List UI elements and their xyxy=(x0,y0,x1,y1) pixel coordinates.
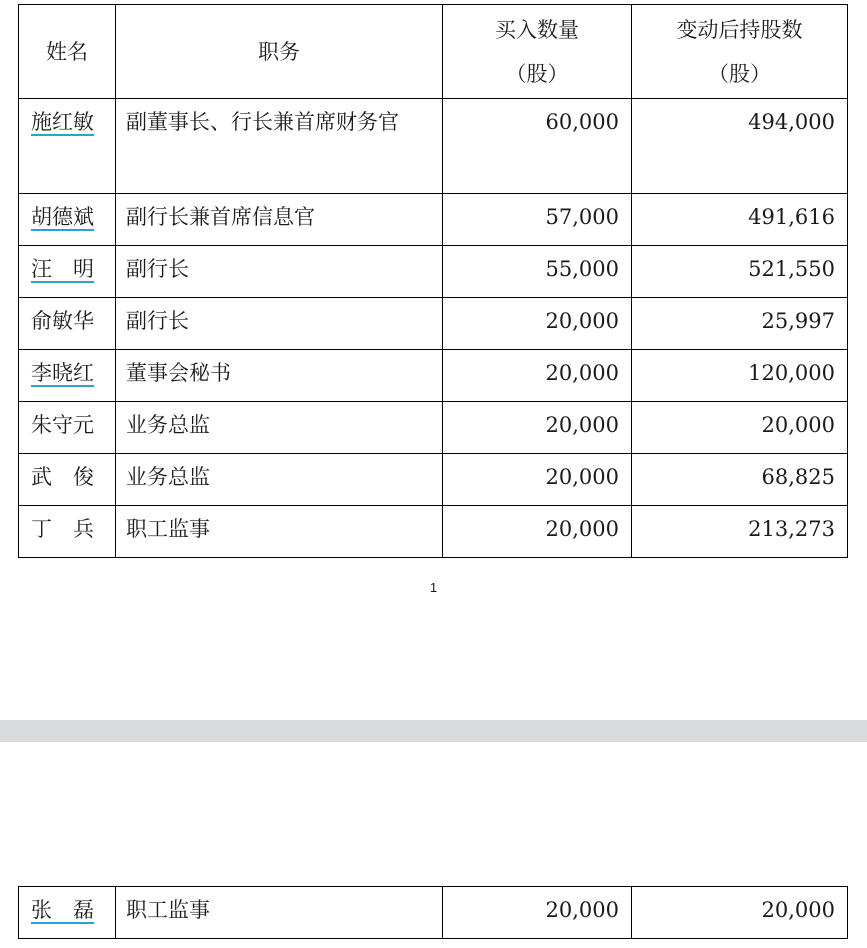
cell-name: 汪 明 xyxy=(19,246,116,298)
cell-name: 朱守元 xyxy=(19,402,116,454)
header-position: 职务 xyxy=(116,5,443,99)
cell-name: 俞敏华 xyxy=(19,298,116,350)
cell-bought: 20,000 xyxy=(443,454,632,506)
cell-bought: 20,000 xyxy=(443,887,632,939)
cell-bought: 20,000 xyxy=(443,402,632,454)
cell-bought: 20,000 xyxy=(443,506,632,558)
shareholding-table xyxy=(18,4,848,558)
cell-position: 副行长 xyxy=(116,298,443,350)
cell-name: 丁 兵 xyxy=(19,506,116,558)
cell-holding: 68,825 xyxy=(632,454,848,506)
cell-position: 副行长兼首席信息官 xyxy=(116,194,443,246)
table-row xyxy=(19,454,848,506)
cell-name: 胡德斌 xyxy=(19,194,116,246)
header-bought: 买入数量 （股） xyxy=(443,5,632,99)
table-row xyxy=(19,99,848,194)
document-page-2 xyxy=(0,742,867,948)
cell-position: 副行长 xyxy=(116,246,443,298)
cell-position: 职工监事 xyxy=(116,887,443,939)
header-name: 姓名 xyxy=(19,5,116,99)
cell-bought: 55,000 xyxy=(443,246,632,298)
table-row xyxy=(19,246,848,298)
cell-position: 副董事长、行长兼首席财务官 xyxy=(116,99,443,194)
table-row xyxy=(19,506,848,558)
cell-position: 职工监事 xyxy=(116,506,443,558)
page-number: 1 xyxy=(429,580,438,595)
cell-bought: 20,000 xyxy=(443,350,632,402)
table-row xyxy=(19,350,848,402)
shareholding-table-continued xyxy=(18,886,848,939)
cell-bought: 60,000 xyxy=(443,99,632,194)
cell-holding: 491,616 xyxy=(632,194,848,246)
table-row xyxy=(19,298,848,350)
cell-name: 张 磊 xyxy=(19,887,116,939)
table-row xyxy=(19,402,848,454)
cell-bought: 20,000 xyxy=(443,298,632,350)
cell-bought: 57,000 xyxy=(443,194,632,246)
cell-holding: 20,000 xyxy=(632,887,848,939)
cell-holding: 120,000 xyxy=(632,350,848,402)
cell-name: 施红敏 xyxy=(19,99,116,194)
cell-name: 武 俊 xyxy=(19,454,116,506)
cell-position: 业务总监 xyxy=(116,402,443,454)
table-row xyxy=(19,194,848,246)
cell-position: 业务总监 xyxy=(116,454,443,506)
cell-holding: 20,000 xyxy=(632,402,848,454)
cell-holding: 25,997 xyxy=(632,298,848,350)
cell-holding: 213,273 xyxy=(632,506,848,558)
table-header-row xyxy=(19,5,848,99)
cell-holding: 494,000 xyxy=(632,99,848,194)
header-holding: 变动后持股数 （股） xyxy=(632,5,848,99)
cell-position: 董事会秘书 xyxy=(116,350,443,402)
cell-holding: 521,550 xyxy=(632,246,848,298)
page-separator xyxy=(0,720,867,742)
table-row xyxy=(19,887,848,939)
cell-name: 李晓红 xyxy=(19,350,116,402)
